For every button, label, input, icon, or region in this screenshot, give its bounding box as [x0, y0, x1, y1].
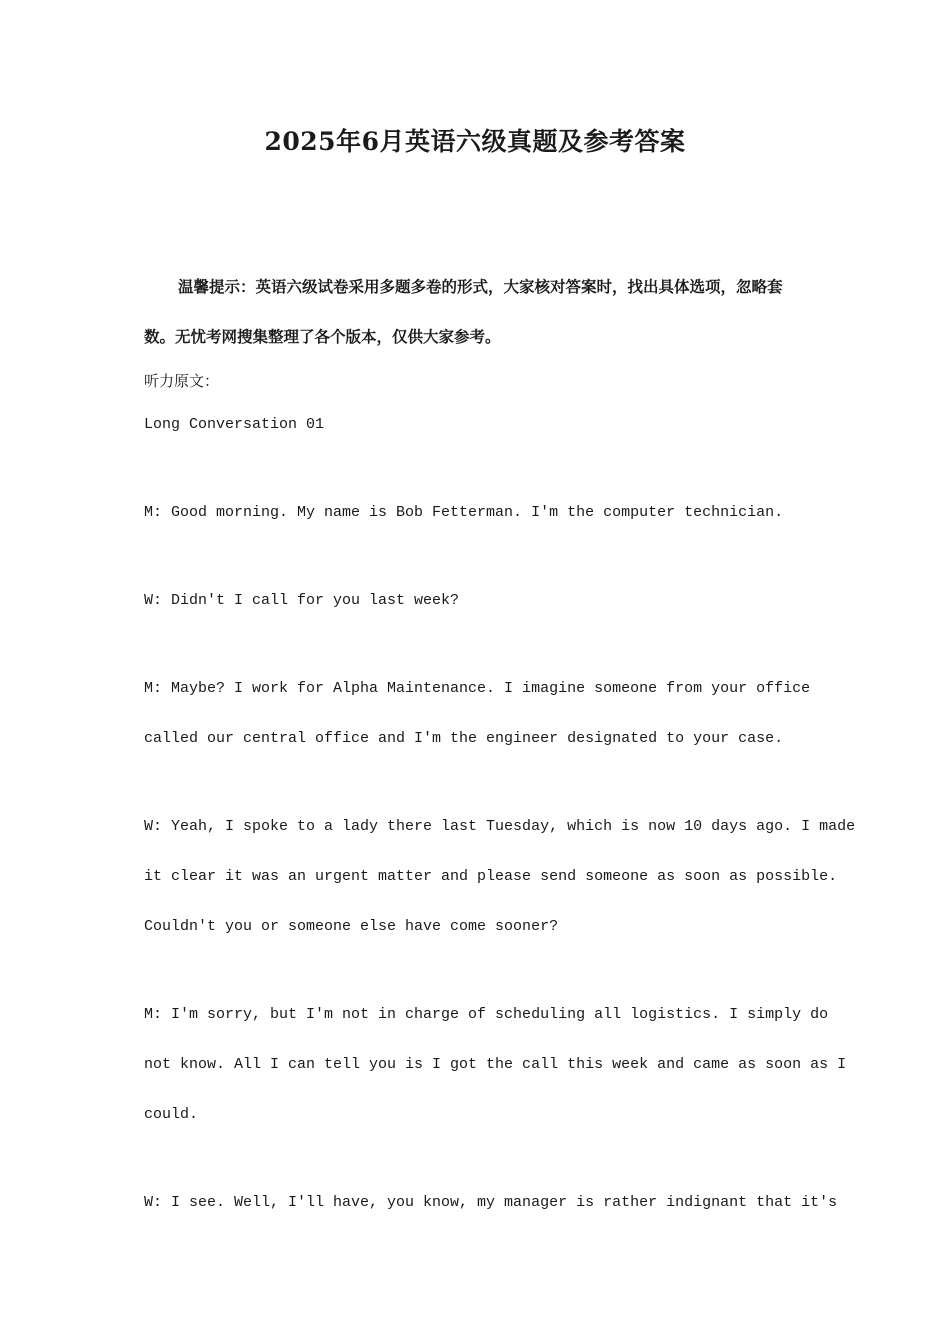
section-label: 听力原文： [144, 372, 220, 390]
notice-line-1: 温馨提示：英语六级试卷采用多题多卷的形式，大家核对答案时，找出具体选项，忽略套 [178, 278, 783, 296]
notice-line-2: 数。无忧考网搜集整理了各个版本，仅供大家参考。 [144, 328, 501, 346]
transcript-line: W: Yeah, I spoke to a lady there last Tuesday, which is now 10 days ago. I made [144, 818, 856, 835]
transcript-line: M: I'm sorry, but I'm not in charge of scheduling all logistics. I simply do [144, 1006, 829, 1023]
transcript-line: it clear it was an urgent matter and please send someone as soon as possible. [144, 868, 838, 885]
transcript-line: could. [144, 1106, 199, 1123]
transcript-line: M: Good morning. My name is Bob Fetterman. I'm the computer technician. [144, 504, 784, 521]
transcript-line: not know. All I can tell you is I got the call this week and came as soon as I [144, 1056, 847, 1073]
transcript-line: W: I see. Well, I'll have, you know, my manager is rather indignant that it's [144, 1194, 838, 1211]
transcript-line: M: Maybe? I work for Alpha Maintenance. I imagine someone from your office [144, 680, 811, 697]
transcript-line: W: Didn't I call for you last week? [144, 592, 460, 609]
conversation-title: Long Conversation 01 [144, 416, 325, 433]
document-title: 2025年6月英语六级真题及参考答案 [264, 127, 686, 156]
transcript-line: called our central office and I'm the engineer designated to your case. [144, 730, 784, 747]
transcript-line: Couldn't you or someone else have come sooner? [144, 918, 559, 935]
